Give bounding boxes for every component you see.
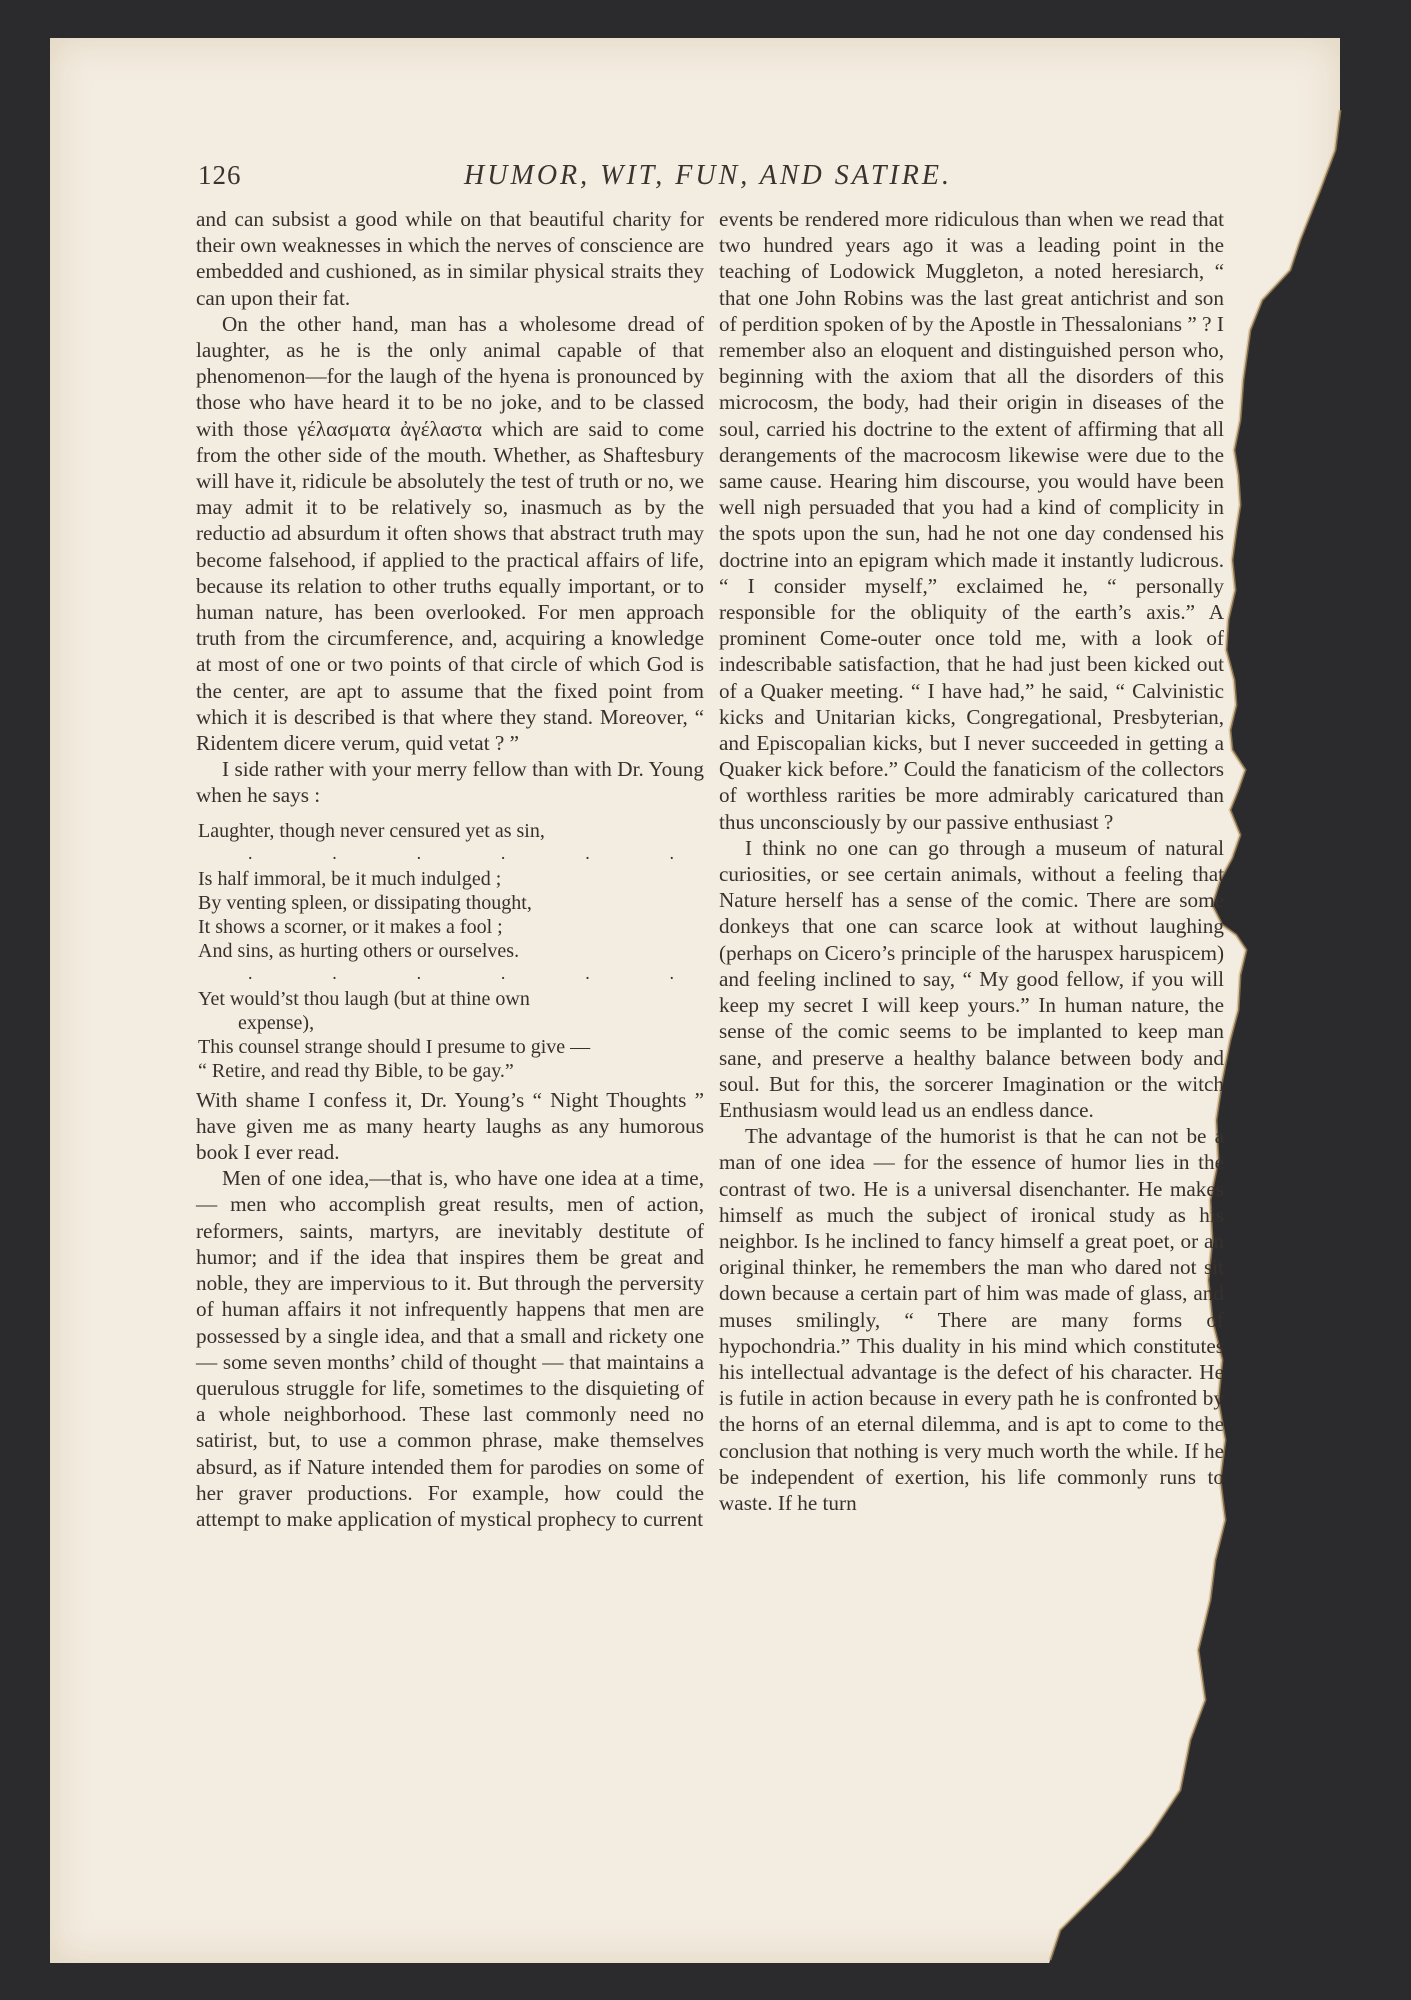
paragraph: With shame I confess it, Dr. Young’s “ Night Thoughts ” have given me as many hearty laughs as any humorous book I ever read. — [196, 1087, 704, 1165]
paragraph: events be rendered more ridiculous than when we read that two hundred years ago it was a leading point in the teaching of Lodowick Muggleton, a noted heresiarch, “ that one John Robins was the last great antichrist and son of perdition spoken of by the Apostle in Thessalonians ” ? I remember also an eloquent and distinguished person who, beginning with the axiom that all the disorders of this microcosm, the body, had their origin in diseases of the soul, carried his doctrine to the extent of affirming that all derangements of the macrocosm likewise were due to the same cause. Hearing him discourse, you would have been well nigh persuaded that you had a kind of complicity in the spots upon the sun, had he not one day condensed his doctrine into an epigram which made it instantly ludicrous. “ I consider myself,” exclaimed he, “ personally responsible for the obliquity of the earth’s axis.” A prominent Come-outer once told me, with a look of indescribable satisfaction, that he had just been kicked out of a Quaker meeting. “ I have had,” he said, “ Calvinistic kicks and Unitarian kicks, Congregational, Presbyterian, and Episcopalian kicks, but I never succeeded in getting a Quaker kick before.” Could the fanaticism of the collectors of worthless rarities be more admirably caricatured than thus unconsciously by our passive enthusiast ? — [719, 207, 1224, 834]
ellipsis-dots: . . . . . . — [248, 962, 674, 983]
verse-quotation — [198, 819, 704, 1083]
verse-line: “ Retire, and read thy Bible, to be gay.” — [198, 1059, 514, 1082]
verse-line: It shows a scorner, or it makes a fool ; — [198, 915, 503, 938]
paragraph: On the other hand, man has a wholesome dread of laughter, as he is the only animal capable of that phenomenon—for the laugh of the hyena is pronounced by those who have heard it to be no joke, and to be classed with those γέλασματα ἀγέλαστα which are said to come from the other side of the mouth. Whether, as Shaftesbury will have it, ridicule be absolutely the test of truth or no, we may admit it to be relatively so, inasmuch as by the reductio ad absurdum it often shows that abstract truth may become falsehood, if applied to the practical affairs of life, because its relation to other truths equally important, or to human nature, has been overlooked. For men approach truth from the circumference, and, acquiring a knowledge at most of one or two points of that circle of which God is the center, are apt to assume that the fixed point from which it is described is that where they stand. Moreover, “ Ridentem dicere verum, quid vetat ? ” — [196, 311, 704, 756]
paragraph: Men of one idea,—that is, who have one idea at a time,— men who accomplish great results, men of action, reformers, saints, martyrs, are inevitably destitute of humor; and if the idea that inspires them be great and noble, they are impervious to it. But through the perversity of human affairs it not infrequently happens that men are possessed by a single idea, and that a small and rickety one — some seven months’ child of thought — that maintains a querulous struggle for life, sometimes to the disquieting of a whole neighborhood. These last commonly need no satirist, but, to use a common phrase, make themselves absurd, as if Nature intended them for parodies on some of her graver productions. For example, how could the attempt to make application of mystical prophecy to current — [196, 1166, 704, 1531]
running-title: HUMOR, WIT, FUN, AND SATIRE. — [464, 160, 952, 191]
right-column — [719, 206, 1224, 1516]
verse-line-continuation: expense), — [238, 1011, 315, 1034]
ellipsis-dots: . . . . . . — [248, 842, 674, 863]
page-number: 126 — [198, 160, 242, 190]
paragraph: I think no one can go through a museum of natural curiosities, or see certain animals, without a feeling that Nature herself has a sense of the comic. There are some donkeys that one can scarce look at without laughing (perhaps on Cicero’s principle of the haruspex haruspicem) and feeling inclined to say, “ My good fellow, if you will keep my secret I will keep yours.” In human nature, the sense of the comic seems to be implanted to keep man sane, and preserve a healthy balance between body and soul. But for this, the sorcerer Imagination or the witch Enthusiasm would lead us an endless dance. — [719, 835, 1224, 1122]
verse-line: And sins, as hurting others or ourselves. — [198, 939, 520, 962]
verse-line: By venting spleen, or dissipating thought, — [198, 891, 532, 914]
paragraph: The advantage of the humorist is that he can not be a man of one idea — for the essence of humor lies in the contrast of two. He is a universal disenchanter. He makes himself as much the subject of ironical study as his neighbor. Is he inclined to fancy himself a great poet, or an original thinker, he remembers the man who dared not sit down because a certain part of him was made of glass, and muses smilingly, “ There are many forms of hypochondria.” This duality in his mind which constitutes his intellectual advantage is the defect of his character. He is futile in action because in every path he is confronted by the horns of an eternal dilemma, and is apt to come to the conclusion that nothing is very much worth the while. If he be independent of exertion, his life commonly runs to waste. If he turn — [719, 1124, 1224, 1515]
verse-line: This counsel strange should I presume to give — — [198, 1035, 591, 1058]
verse-line: Yet would’st thou laugh (but at thine own — [198, 987, 530, 1010]
left-column — [196, 206, 704, 1532]
paragraph: and can subsist a good while on that beautiful charity for their own weaknesses in which the nerves of conscience are embedded and cushioned, as in similar physical straits they can upon their fat. — [196, 207, 704, 310]
paragraph: I side rather with your merry fellow than with Dr. Young when he says : — [196, 757, 704, 808]
verse-line: Is half immoral, be it much indulged ; — [198, 867, 502, 890]
verse-line: Laughter, though never censured yet as sin, — [198, 819, 545, 842]
running-head — [198, 160, 1218, 194]
